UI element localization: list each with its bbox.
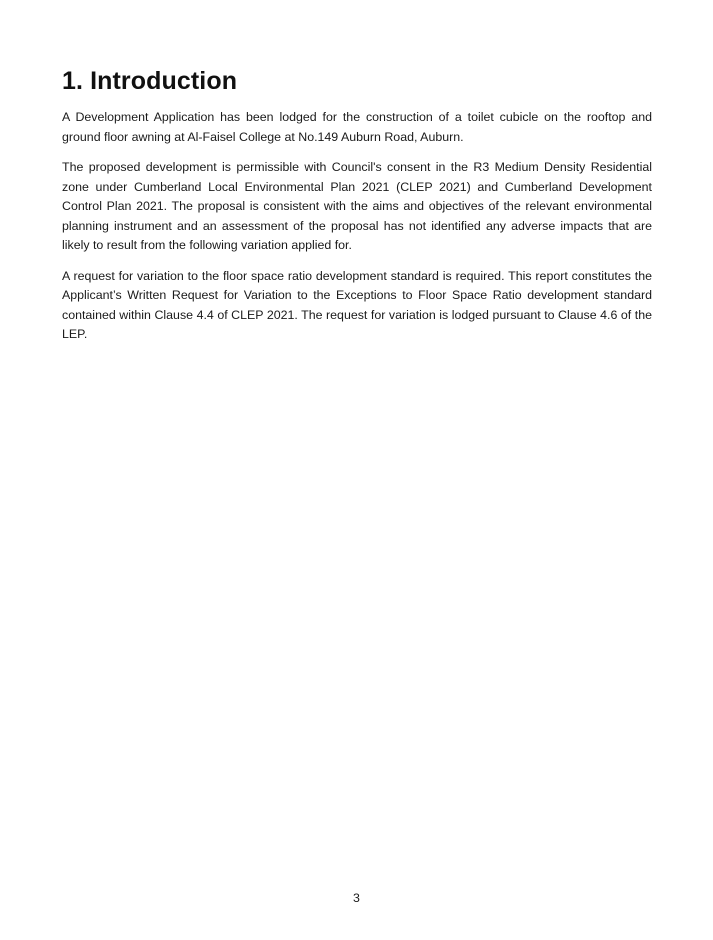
- paragraph-permissibility: The proposed development is permissible with Council's consent in the R3 Medium Density Residential zone under Cumberland Local Environmental Plan 2021 (CLEP 2021) and Cumberland Development Control Plan 2021. The proposal is consistent with the aims and objectives of the relevant environmental planning instrument and an assessment of the proposal has not identified any adverse impacts that are likely to result from the following variation applied for.: [62, 160, 652, 252]
- section-heading: 1. Introduction: [62, 67, 238, 95]
- paragraph-variation-request: A request for variation to the floor space ratio development standard is required. This report constitutes the Applicant’s Written Request for Variation to the Exceptions to Floor Space Ratio development standard contained within Clause 4.4 of CLEP 2021. The request for variation is lodged pursuant to Clause 4.6 of the LEP.: [62, 268, 652, 341]
- page-number: 3: [353, 891, 360, 905]
- page-content: [62, 66, 652, 356]
- paragraph-intro: A Development Application has been lodged for the construction of a toilet cubicle on the rooftop and ground floor awning at Al-Faisel College at No.149 Auburn Road, Auburn.: [62, 110, 652, 144]
